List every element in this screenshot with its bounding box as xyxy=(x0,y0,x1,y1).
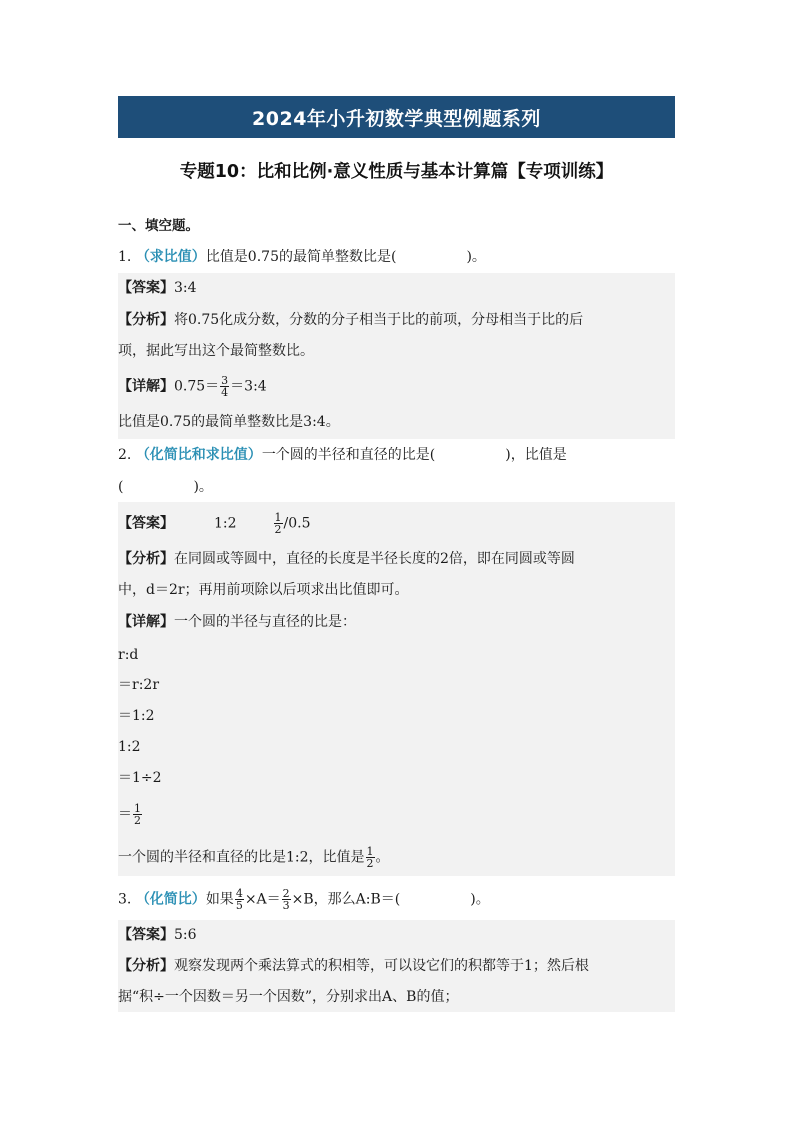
fraction-denominator: 4 xyxy=(221,386,229,399)
q1-analysis-line-2: 项，据此写出这个最简整数比。 xyxy=(118,343,314,359)
fraction-numerator: 3 xyxy=(221,374,229,387)
question-3 xyxy=(118,888,490,911)
answer-value-2: /0.5 xyxy=(283,515,311,532)
section-heading: 一、填空题。 xyxy=(118,218,199,234)
question-1 xyxy=(118,247,486,267)
q1-conclusion: 比值是0.75的最简单整数比是3:4。 xyxy=(118,414,340,430)
series-title-banner xyxy=(118,96,675,138)
fraction xyxy=(282,888,291,911)
question-tag: （化简比和求比值） xyxy=(135,447,262,463)
analysis-text: 在同圆或等圆中，直径的长度是半径长度的2倍，即在同圆或等圆 xyxy=(174,551,575,567)
question-text-end: )。 xyxy=(470,891,490,908)
question-2 xyxy=(118,445,567,465)
question-number: 3. xyxy=(118,891,132,908)
question-text: 比值是0.75的最简单整数比是( xyxy=(205,249,397,265)
question-number: 2. xyxy=(118,447,132,463)
fraction-numerator: 1 xyxy=(134,802,141,815)
question-text: 一个圆的半径和直径的比是( xyxy=(261,447,436,463)
conclusion-end: 。 xyxy=(375,849,390,866)
q2-conclusion xyxy=(118,846,390,869)
fraction xyxy=(366,846,375,869)
fraction-denominator: 2 xyxy=(366,857,374,870)
answer-value: 3:4 xyxy=(174,280,197,296)
analysis-label: 【分析】 xyxy=(118,312,174,328)
question-2-line-2 xyxy=(118,477,213,497)
question-tag: （求比值） xyxy=(135,249,206,265)
q2-analysis-line-2: 中，d＝2r；再用前项除以后项求出比值即可。 xyxy=(118,582,409,598)
analysis-label: 【分析】 xyxy=(118,551,174,567)
answer-value-1: 1:2 xyxy=(214,515,237,532)
q2-detail xyxy=(118,612,356,632)
q3-answer xyxy=(118,925,197,945)
q2-step: ＝1:2 xyxy=(118,708,155,724)
q2-step: 1:2 xyxy=(118,739,141,755)
analysis-label: 【分析】 xyxy=(118,958,174,974)
q2-step-final xyxy=(118,803,143,826)
detail-label: 【详解】 xyxy=(118,378,174,395)
fraction-denominator: 2 xyxy=(134,814,141,827)
q2-analysis-line-1 xyxy=(118,549,575,569)
detail-label: 【详解】 xyxy=(118,614,174,630)
fraction xyxy=(274,512,283,535)
q1-answer xyxy=(118,278,197,298)
question-text: 如果 xyxy=(205,891,234,908)
q2-step: r:d xyxy=(118,647,139,663)
question-number: 1. xyxy=(118,249,132,265)
conclusion-text: 一个圆的半径和直径的比是1:2，比值是 xyxy=(118,849,365,866)
question-text-end: )。 xyxy=(193,479,213,495)
fraction-numerator: 2 xyxy=(282,887,290,900)
topic-title: 专题10：比和比例·意义性质与基本计算篇【专项训练】 xyxy=(179,162,614,182)
question-tag: （化简比） xyxy=(135,891,206,908)
question-text: ( xyxy=(118,479,124,495)
fraction-denominator: 5 xyxy=(235,899,243,912)
fraction xyxy=(220,375,229,398)
q3-analysis-line-2: 据“积÷一个因数＝另一个因数”，分别求出A、B的值； xyxy=(118,989,459,1005)
fraction-numerator: 4 xyxy=(235,887,243,900)
answer-label: 【答案】 xyxy=(118,280,174,296)
step-prefix: ＝ xyxy=(118,806,132,823)
fraction-numerator: 1 xyxy=(366,845,374,858)
q2-step: ＝1÷2 xyxy=(118,770,162,786)
q2-answer xyxy=(118,512,311,535)
answer-label: 【答案】 xyxy=(118,515,174,532)
series-title: 2024年小升初数学典型例题系列 xyxy=(252,107,541,130)
answer-value: 5:6 xyxy=(174,927,197,943)
question-text-end: )。 xyxy=(466,249,486,265)
fraction-denominator: 2 xyxy=(274,523,282,536)
detail-result: ＝3:4 xyxy=(230,378,267,395)
question-text: ×B，那么A:B＝( xyxy=(291,891,401,908)
q1-detail xyxy=(118,375,267,398)
answer-label: 【答案】 xyxy=(118,927,174,943)
fraction xyxy=(133,803,142,826)
q3-analysis-line-1 xyxy=(118,956,589,976)
analysis-text: 将0.75化成分数，分数的分子相当于比的前项，分母相当于比的后 xyxy=(174,312,584,328)
q1-analysis-line-1 xyxy=(118,310,583,330)
analysis-text: 观察发现两个乘法算式的积相等，可以设它们的积都等于1；然后根 xyxy=(174,958,589,974)
fraction xyxy=(235,888,244,911)
fraction-denominator: 3 xyxy=(282,899,290,912)
fraction-numerator: 1 xyxy=(274,511,282,524)
question-text: ×A＝ xyxy=(244,891,281,908)
question-text-mid: )，比值是 xyxy=(505,447,567,463)
detail-expression: 0.75＝ xyxy=(174,378,220,395)
detail-text: 一个圆的半径与直径的比是： xyxy=(174,614,356,630)
q2-step: ＝r:2r xyxy=(118,677,160,693)
